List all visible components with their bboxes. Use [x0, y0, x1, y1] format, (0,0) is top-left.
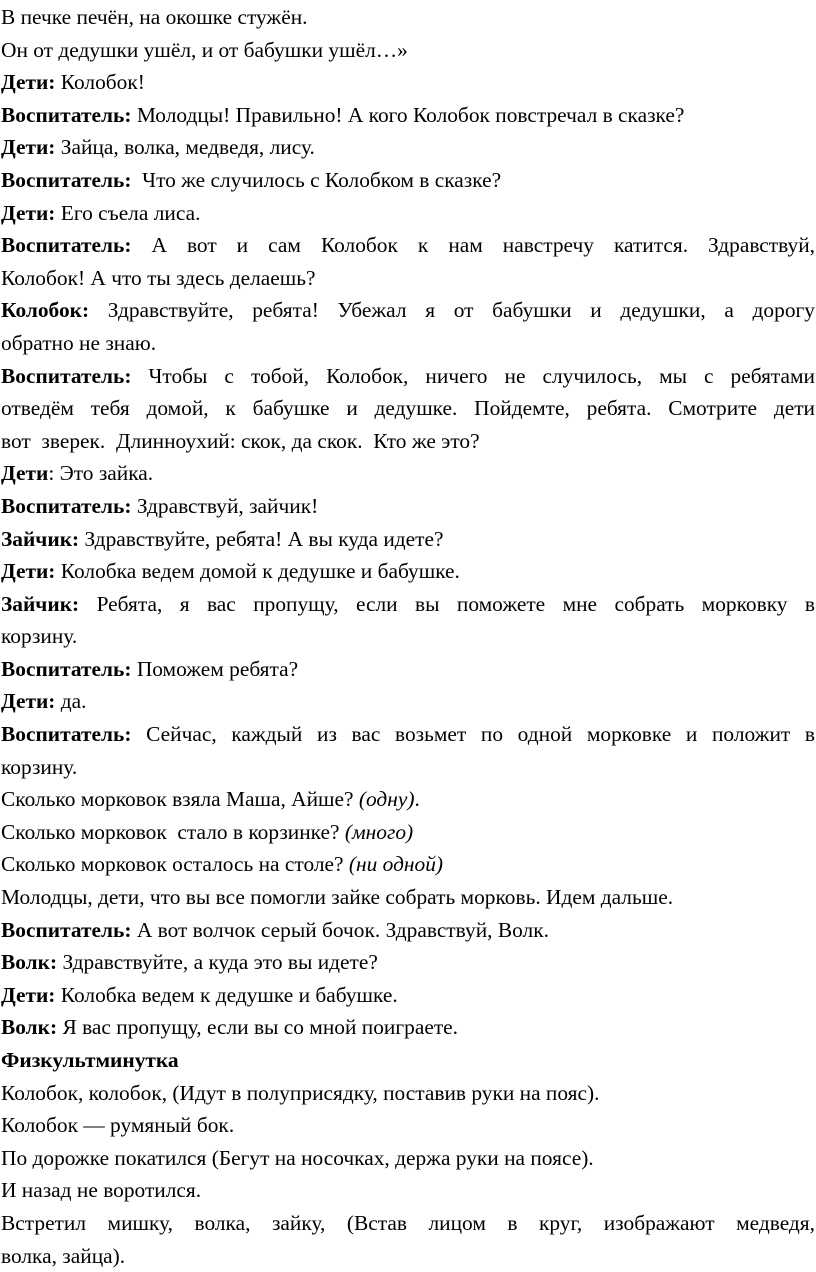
- speaker-label: Колобок:: [1, 298, 90, 323]
- speaker-label: Физкультминутка: [1, 1048, 179, 1072]
- text-line: [1, 1174, 815, 1207]
- line-text: корзину.: [1, 624, 78, 649]
- text-line: [1, 457, 815, 490]
- speaker-label: Волк:: [1, 950, 58, 975]
- line-text: А вот волчок серый бочок. Здравствуй, Волк.: [131, 917, 549, 942]
- line-text: Колобок, колобок, (Идут в полуприсядку, поставив руки на пояс).: [1, 1080, 600, 1105]
- text-line: [1, 229, 815, 262]
- line-text: Колобка ведем к дедушке и бабушке.: [55, 982, 398, 1007]
- line-text: Здравствуй, зайчик!: [131, 493, 319, 518]
- text-line: [1, 1, 815, 34]
- line-text: да.: [55, 689, 87, 714]
- text-line: [1, 816, 815, 849]
- speaker-label: Воспитатель:: [1, 917, 132, 942]
- speaker-label: Дети:: [1, 200, 56, 225]
- line-text: Чтобы с тобой, Колобок, ничего не случилось, мы с ребятами: [131, 363, 815, 388]
- line-text: Молодцы! Правильно! А кого Колобок повстречал в сказке?: [131, 102, 685, 127]
- text-line: [1, 1240, 815, 1272]
- line-text: Его съела лиса.: [55, 200, 201, 225]
- text-line: [1, 131, 815, 164]
- italic-answer: (ни одной): [348, 852, 444, 877]
- text-line: [1, 392, 815, 425]
- text-line: [1, 425, 815, 458]
- text-line: [1, 783, 815, 816]
- text-line: [1, 946, 815, 979]
- text-line: [1, 66, 815, 99]
- speaker-label: Дети:: [1, 982, 56, 1007]
- speaker-label: Воспитатель:: [1, 167, 132, 192]
- text-line: [1, 99, 815, 132]
- speaker-label: Дети:: [1, 135, 56, 160]
- text-line: [1, 262, 815, 295]
- italic-answer: (много): [344, 819, 414, 844]
- line-text: Колобка ведем домой к дедушке и бабушке.: [55, 559, 460, 584]
- line-text: В печке печён, на окошке стужён.: [1, 5, 308, 29]
- italic-answer: (одну): [358, 787, 415, 812]
- text-line: [1, 881, 815, 914]
- speaker-label: Зайчик:: [1, 526, 80, 551]
- text-line: [1, 1207, 815, 1240]
- line-text: И назад не воротился.: [1, 1178, 202, 1203]
- line-text: А вот и сам Колобок к нам навстречу катится. Здравствуй,: [131, 233, 815, 258]
- text-line: [1, 555, 815, 588]
- line-text: Ребята, я вас пропущу, если вы поможете мне собрать морковку в: [79, 591, 815, 616]
- line-text: Колобок! А что ты здесь делаешь?: [1, 265, 316, 290]
- text-line: [1, 1077, 815, 1110]
- speaker-label: Воспитатель:: [1, 102, 132, 127]
- text-line: [1, 653, 815, 686]
- line-text: По дорожке покатился (Бегут на носочках, держа руки на поясе).: [1, 1145, 594, 1170]
- line-text: Сколько морковок взяла Маша, Айше?: [1, 787, 359, 812]
- speaker-label: Воспитатель:: [1, 363, 132, 388]
- speaker-label: Зайчик:: [1, 591, 80, 616]
- line-text: Сколько морковок стало в корзинке?: [1, 819, 345, 844]
- text-line: [1, 718, 815, 751]
- line-text: Здравствуйте, ребята! А вы куда идете?: [79, 526, 444, 551]
- line-text: обратно не знаю.: [1, 330, 157, 355]
- line-text: отведём тебя домой, к бабушке и дедушке. Пойдемте, ребята. Смотрите дети: [1, 396, 815, 421]
- text-line: [1, 294, 815, 327]
- text-line: [1, 1142, 815, 1175]
- speaker-label: Дети:: [1, 559, 56, 584]
- line-text: Сколько морковок осталось на столе?: [1, 852, 349, 877]
- text-line: [1, 685, 815, 718]
- text-line: [1, 164, 815, 197]
- line-text: Колобок — румяный бок.: [1, 1113, 235, 1138]
- text-line: [1, 490, 815, 523]
- line-text: Я вас пропущу, если вы со мной поиграете.: [57, 1015, 459, 1040]
- speaker-label: Дети:: [1, 70, 56, 95]
- text-line: [1, 1011, 815, 1044]
- line-text: Что же случилось с Колобком в сказке?: [131, 167, 502, 192]
- line-text: корзину.: [1, 754, 78, 779]
- line-text: волка, зайца).: [1, 1243, 126, 1268]
- line-text: : Это зайка.: [48, 461, 154, 486]
- text-line: [1, 620, 815, 653]
- line-text: Колобок!: [55, 70, 145, 95]
- line-text: вот зверек. Длинноухий: скок, да скок. Кто же это?: [1, 428, 480, 453]
- text-line: [1, 1044, 815, 1077]
- line-text: Молодцы, дети, что вы все помогли зайке собрать морковь. Идем дальше.: [1, 885, 674, 910]
- text-line: [1, 197, 815, 230]
- text-line: [1, 848, 815, 881]
- text-line: [1, 751, 815, 784]
- line-text: Сейчас, каждый из вас возьмет по одной морковке и положит в: [131, 722, 815, 747]
- speaker-label: Волк:: [1, 1015, 58, 1040]
- text-line: [1, 360, 815, 393]
- line-text: Здравствуйте, а куда это вы идете?: [57, 950, 378, 975]
- speaker-label: Дети: [1, 461, 49, 486]
- line-text: Здравствуйте, ребята! Убежал я от бабушки и дедушки, а дорогу: [89, 298, 815, 323]
- line-text: Зайца, волка, медведя, лису.: [55, 135, 315, 160]
- text-line: [1, 523, 815, 556]
- speaker-label: Дети:: [1, 689, 56, 714]
- text-line: [1, 914, 815, 947]
- speaker-label: Воспитатель:: [1, 233, 132, 258]
- speaker-label: Воспитатель:: [1, 656, 132, 681]
- text-line: [1, 588, 815, 621]
- line-text: Встретил мишку, волка, зайку, (Встав лицом в круг, изображают медведя,: [1, 1210, 815, 1235]
- text-line: [1, 979, 815, 1012]
- line-text: Он от дедушки ушёл, и от бабушки ушёл…»: [1, 37, 408, 62]
- speaker-label: Воспитатель:: [1, 722, 132, 747]
- line-tail: .: [414, 787, 420, 812]
- speaker-label: Воспитатель:: [1, 493, 132, 518]
- text-line: [1, 34, 815, 67]
- text-line: [1, 327, 815, 360]
- text-line: [1, 1109, 815, 1142]
- line-text: Поможем ребята?: [131, 656, 299, 681]
